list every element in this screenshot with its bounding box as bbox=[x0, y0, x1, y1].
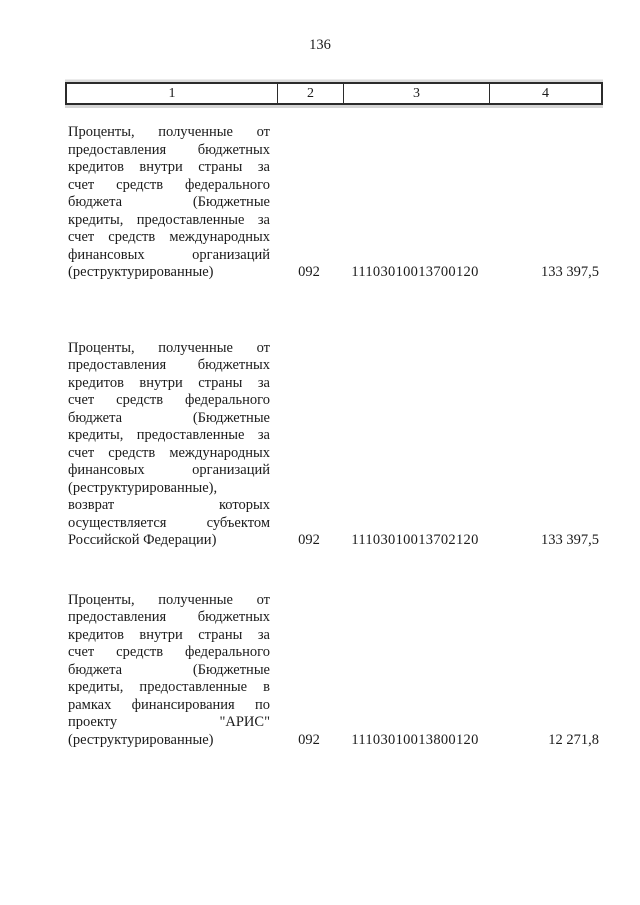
description-line: финансовых организаций bbox=[68, 246, 270, 263]
description-line: рамках финансирования по bbox=[68, 696, 270, 713]
description-line: возврат которых bbox=[68, 497, 270, 513]
description-line: кредитов внутри страны за bbox=[68, 626, 270, 643]
description-line: бюджета (Бюджетные bbox=[68, 661, 270, 678]
table-row bbox=[65, 124, 603, 282]
column-header-3: 3 bbox=[344, 84, 490, 103]
description-line: бюджета (Бюджетные bbox=[68, 194, 270, 210]
table-row bbox=[65, 592, 603, 750]
row-description bbox=[65, 124, 276, 282]
description-line: предоставления бюджетных bbox=[68, 357, 270, 373]
description-line: бюджета (Бюджетные bbox=[68, 409, 270, 426]
description-line: предоставления бюджетных bbox=[68, 141, 270, 158]
row-amount: 12 271,8 bbox=[548, 731, 599, 748]
row-kbk-code: 11103010013702120 bbox=[351, 532, 479, 548]
row-description bbox=[65, 340, 276, 550]
description-line: (реструктурированные) bbox=[68, 264, 214, 280]
column-header-4: 4 bbox=[542, 85, 549, 101]
description-line: Проценты, полученные от bbox=[68, 339, 270, 356]
description-line: предоставления бюджетных bbox=[68, 609, 270, 625]
row-kbk-code: 11103010013700120 bbox=[351, 264, 479, 280]
column-header-1: 1 bbox=[67, 84, 278, 103]
description-line: Проценты, полученные от bbox=[68, 124, 270, 140]
row-amount: 133 397,5 bbox=[541, 264, 599, 280]
description-line: счет средств международных bbox=[68, 444, 270, 461]
description-line: кредитов внутри страны за bbox=[68, 159, 270, 175]
row-description bbox=[65, 592, 276, 750]
row-kbk-code: 11103010013800120 bbox=[351, 731, 479, 748]
description-line: кредиты, предоставленные в bbox=[68, 679, 270, 695]
column-header-2: 2 bbox=[278, 84, 344, 103]
description-line: кредиты, предоставленные за bbox=[68, 211, 270, 228]
description-line: счет средств международных bbox=[68, 229, 270, 245]
description-line: проекту "АРИС" bbox=[68, 714, 270, 730]
row-chapter-code: 092 bbox=[298, 532, 320, 548]
table-header-row bbox=[65, 82, 603, 105]
description-line: финансовых организаций bbox=[68, 462, 270, 478]
description-line: осуществляется субъектом bbox=[68, 514, 270, 531]
table-row bbox=[65, 340, 603, 550]
description-line: счет средств федерального bbox=[68, 176, 270, 193]
description-line: Проценты, полученные от bbox=[68, 591, 270, 608]
description-line: кредиты, предоставленные за bbox=[68, 427, 270, 443]
description-line: (реструктурированные) bbox=[68, 731, 214, 748]
description-line: счет средств федерального bbox=[68, 644, 270, 660]
description-line: счет средств федерального bbox=[68, 392, 270, 408]
table-body bbox=[65, 124, 603, 749]
description-line: Российской Федерации) bbox=[68, 532, 217, 548]
description-line: кредитов внутри страны за bbox=[68, 374, 270, 391]
page-number: 136 bbox=[309, 37, 331, 53]
row-amount: 133 397,5 bbox=[541, 532, 599, 548]
row-chapter-code: 092 bbox=[298, 731, 320, 748]
row-chapter-code: 092 bbox=[298, 264, 320, 280]
description-line: (реструктурированные), bbox=[68, 479, 218, 496]
